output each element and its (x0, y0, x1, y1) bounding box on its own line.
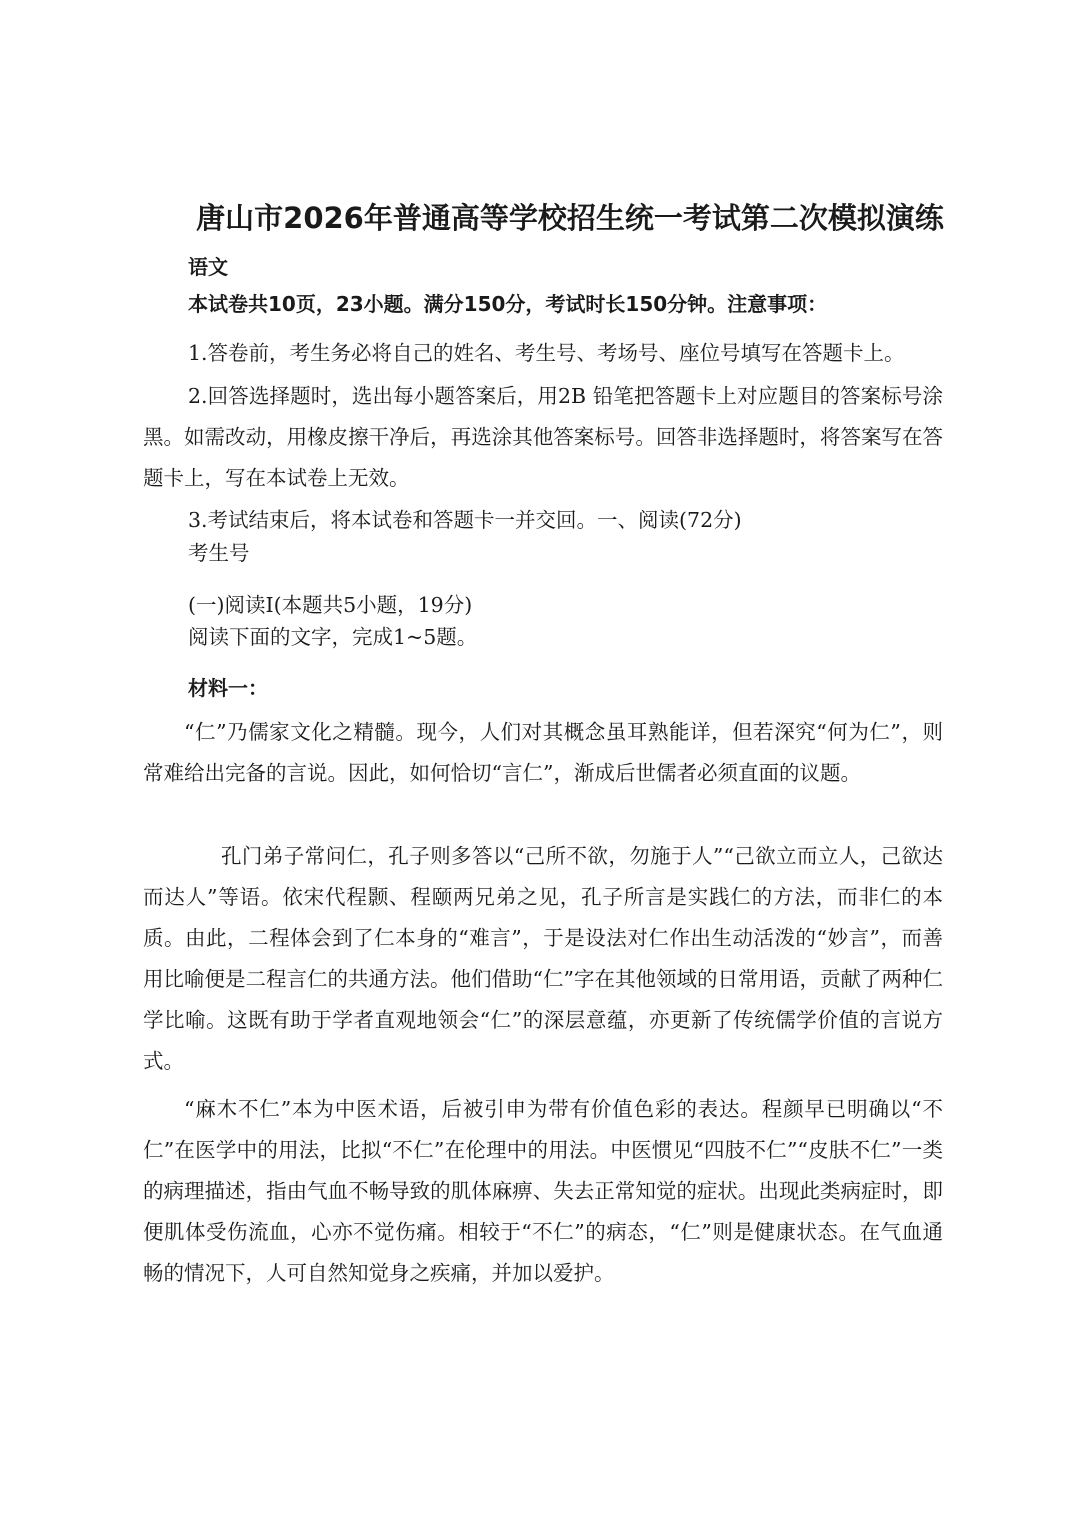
section-heading: (一)阅读I(本题共5小题，19分) (188, 593, 473, 617)
subject-label: 语文 (188, 255, 228, 279)
paragraph-1: “仁”乃儒家文化之精髓。现今，人们对其概念虽耳熟能详，但若深究“何为仁”，则常难给出完备的言说。因此，如何恰切“言仁”，渐成后世儒者必须直面的议题。 (143, 720, 943, 785)
instruction-item-3: 3.考试结束后，将本试卷和答题卡一并交回。一、阅读(72分) (188, 508, 742, 532)
instruction-item-1: 1.答卷前，考生务必将自己的姓名、考生号、考场号、座位号填写在答题卡上。 (188, 341, 905, 365)
paragraph-3: “麻木不仁”本为中医术语，后被引申为带有价值色彩的表达。程颜早已明确以“不仁”在医学中的用法，比拟“不仁”在伦理中的用法。中医惯见“四肢不仁”“皮肤不仁”一类的病理描述，指由气血不畅导致的肌体麻痹、失去正常知觉的症状。出现此类病症时，即便肌体受伤流血，心亦不觉伤痛。相较于“不仁”的病态，“仁”则是健康状态。在气血通畅的情况下，人可自然知觉身之疾痛，并加以爱护。 (143, 1097, 943, 1285)
exam-title: 唐山市2026年普通高等学校招生统一考试第二次模拟演练 (196, 201, 944, 235)
paragraph-2: 孔门弟子常问仁，孔子则多答以“己所不欲，勿施于人”“己欲立而立人，己欲达而达人”等语。依宋代程颢、程颐两兄弟之见，孔子所言是实践仁的方法，而非仁的本质。由此，二程体会到了仁本身的“难言”，于是设法对仁作出生动活泼的“妙言”，而善用比喻便是二程言仁的共通方法。他们借助“仁”字在其他领域的日常用语，贡献了两种仁学比喻。这既有助于学者直观地领会“仁”的深层意蕴，亦更新了传统儒学价值的言说方式。 (143, 844, 943, 1073)
section-prompt: 阅读下面的文字，完成1~5题。 (188, 625, 478, 649)
notice-header: 本试卷共10页，23小题。满分150分，考试时长150分钟。注意事项： (188, 292, 828, 316)
candidate-number-label: 考生号 (188, 541, 250, 565)
material-label: 材料一： (188, 676, 268, 700)
instruction-item-2: 2.回答选择题时，选出每小题答案后，用2B 铅笔把答题卡上对应题目的答案标号涂黑。如需改动，用橡皮擦干净后，再选涂其他答案标号。回答非选择题时，将答案写在答题卡上，写在本试卷上无效。 (143, 384, 943, 490)
